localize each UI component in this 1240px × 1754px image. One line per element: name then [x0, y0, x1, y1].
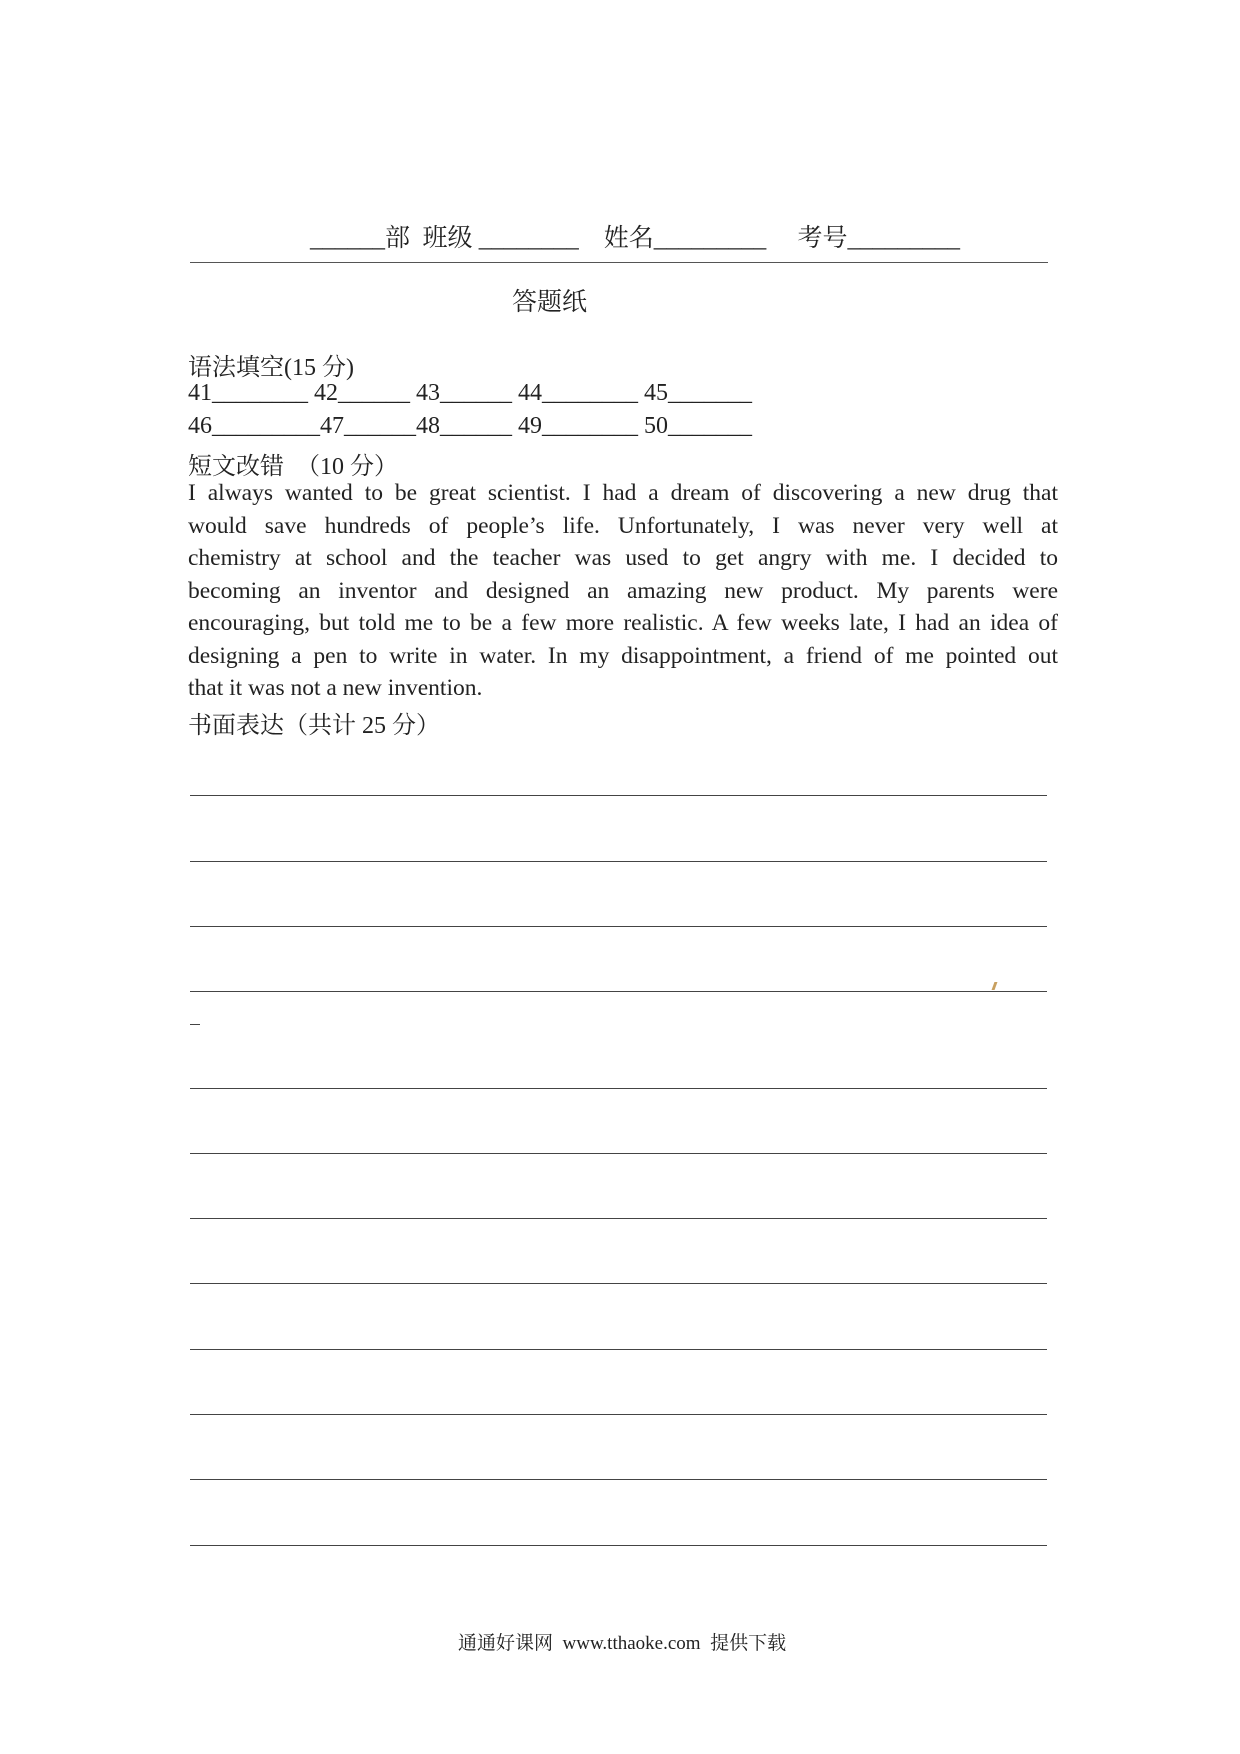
writing-line[interactable] [190, 1153, 1047, 1154]
passage-line: chemistry at school and the teacher was used to get angry with me. I decided to [188, 545, 1058, 571]
writing-line[interactable] [190, 1283, 1047, 1284]
writing-line[interactable] [190, 1349, 1047, 1350]
grammar-blanks-row-2: 46_________47______48______ 49________ 50_______ [188, 413, 752, 439]
grammar-blanks-row-1: 41________ 42______ 43______ 44________ 45_______ [188, 380, 752, 406]
passage-line: designing a pen to write in water. In my disappointment, a friend of me pointed out [188, 642, 1058, 669]
writing-line[interactable] [190, 1414, 1047, 1415]
writing-section-label: 书面表达（共计 25 分） [188, 713, 440, 739]
correction-passage [188, 477, 1058, 705]
passage-line: would save hundreds of people’s life. Unfortunately, I was never very well at [188, 512, 1058, 539]
writing-line[interactable] [190, 861, 1047, 862]
passage-line: I always wanted to be great scientist. I had a dream of discovering a new drug that [188, 480, 1058, 506]
writing-line[interactable] [190, 926, 1047, 927]
grammar-section-label: 语法填空(15 分) [188, 355, 354, 381]
writing-line[interactable] [190, 1479, 1047, 1480]
page-footer: 通通好课网 www.tthaoke.com 提供下载 [458, 1633, 787, 1654]
writing-line-stub [190, 1024, 200, 1025]
writing-line[interactable] [190, 991, 1047, 992]
passage-line: that it was not a new invention. [188, 675, 483, 701]
stray-mark [992, 982, 998, 990]
passage-line: becoming an inventor and designed an amazing new product. My parents were [188, 577, 1058, 604]
writing-line[interactable] [190, 1545, 1047, 1546]
correction-section-label: 短文改错 （10 分） [188, 454, 398, 480]
student-info-fields: ______部 班级 ________ 姓名_________ 考号_________ [310, 225, 961, 252]
header-divider [190, 262, 1048, 263]
writing-line[interactable] [190, 1218, 1047, 1219]
writing-line[interactable] [190, 795, 1047, 796]
page-title: 答题纸 [512, 289, 588, 316]
passage-line: encouraging, but told me to be a few more realistic. A few weeks late, I had an idea of [188, 610, 1058, 636]
writing-line[interactable] [190, 1088, 1047, 1089]
